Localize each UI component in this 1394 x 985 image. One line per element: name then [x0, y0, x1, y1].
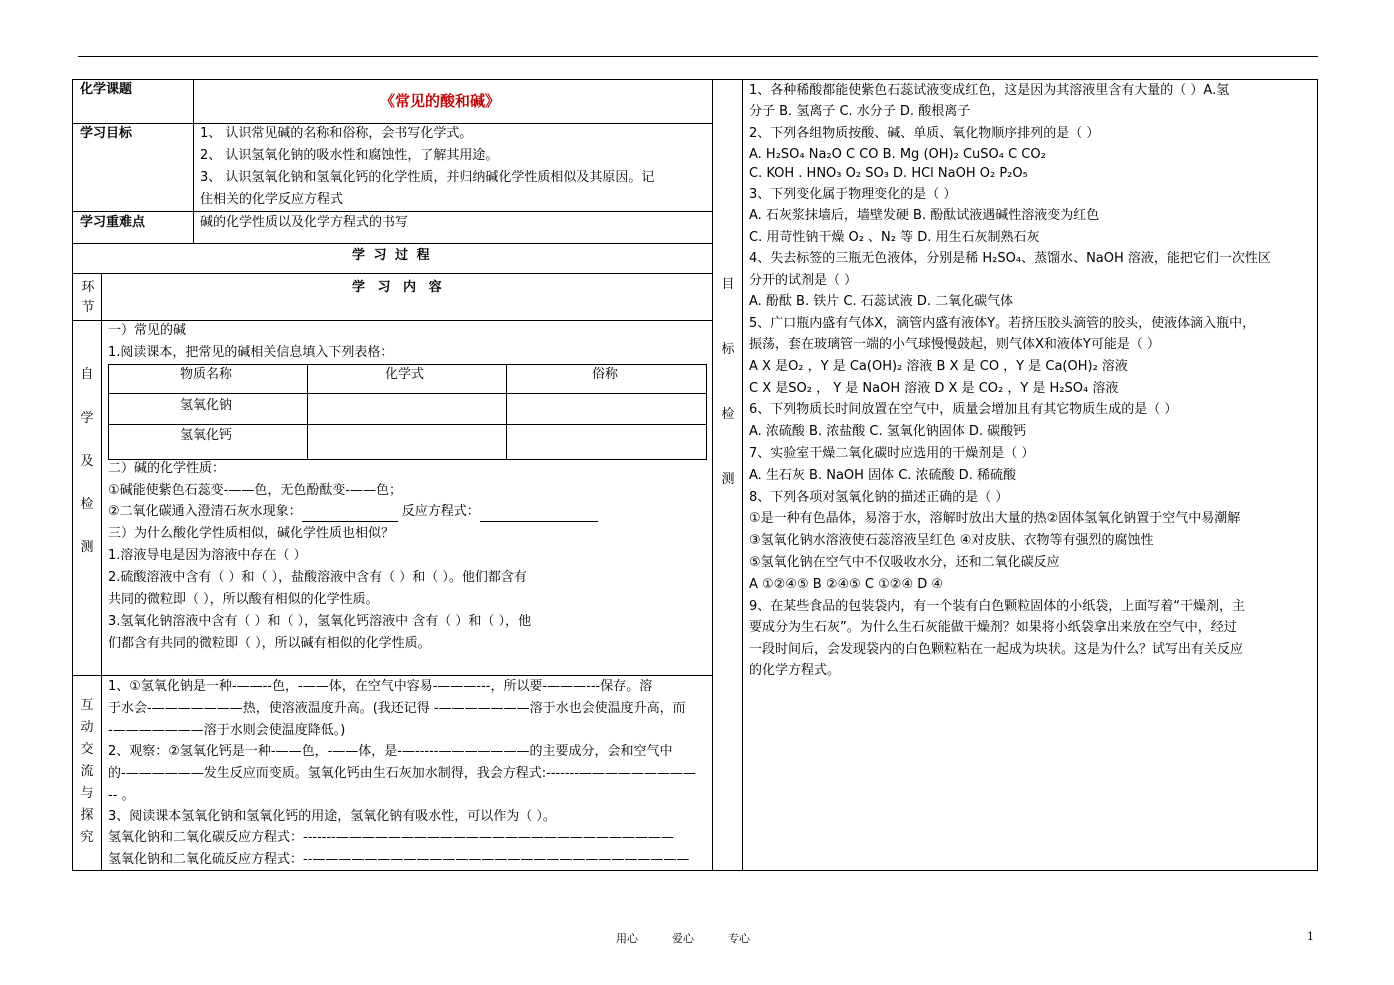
section2-label-char: 究	[80, 830, 94, 845]
section-heading: 一）常见的碱	[108, 323, 187, 338]
section1-label-char: 自	[80, 367, 94, 382]
question-line: 1、各种稀酸都能使紫色石蕊试液变成红色，这是因为其溶液里含有大量的（ ）A.氢	[749, 83, 1230, 98]
question-line: 9、在某些食品的包装袋内，有一个装有白色颗粒固体的小纸袋，上面写着“干燥剂，主	[749, 599, 1246, 614]
exploration-line: 于水会-———————热，使溶液温度升高。(我还记得 -———————溶于水也会使温度升高，而	[108, 701, 686, 716]
table-cell: 氢氧化钙	[180, 428, 233, 443]
question-line: 振荡，套在玻璃管一端的小气球慢慢鼓起，则气体X和液体Y可能是（ ）	[749, 337, 1160, 352]
row-divider	[72, 273, 713, 274]
question-line: C X 是SO₂ ， Y 是 NaOH 溶液 D X 是 CO₂ ，Y 是 H₂SO₄ 溶液	[749, 381, 1119, 396]
question-line: 7、实验室干燥二氧化碳时应选用的干燥剂是（ ）	[749, 446, 1035, 461]
question-line: 2、下列各组物质按酸、碱、单质、氧化物顺序排列的是（ ）	[749, 126, 1100, 141]
target-label-char: 测	[721, 472, 735, 487]
answer-blank[interactable]	[480, 503, 598, 522]
section1-label-char: 学	[80, 411, 94, 426]
table-cell: 氢氧化钠	[180, 398, 233, 413]
section2-label-char: 交	[80, 742, 94, 757]
goal-item: 住相关的化学反应方程式	[200, 192, 344, 207]
question-line: 共同的微粒即（ ），所以酸有相似的化学性质。	[108, 592, 379, 607]
row-divider	[72, 675, 713, 676]
question-line: A. 浓硫酸 B. 浓盐酸 C. 氢氧化钠固体 D. 碳酸钙	[749, 424, 1027, 439]
inner-col-divider	[307, 364, 308, 459]
left-right-divider	[712, 79, 713, 871]
question-line: 3、下列变化属于物理变化的是（ ）	[749, 187, 957, 202]
question-text: ②二氧化碳通入澄清石灰水现象：	[108, 504, 302, 519]
instruction: 1.阅读课本，把常见的碱相关信息填入下列表格：	[108, 345, 394, 360]
question-line: A X 是O₂ ，Y 是 Ca(OH)₂ 溶液 B X 是 CO ，Y 是 Ca(OH)₂ 溶液	[749, 359, 1128, 374]
table-header: 化学式	[385, 367, 425, 382]
question-line: 3.氢氧化钠溶液中含有（ ）和（ ），氢氧化钙溶液中 含有（ ）和（ ），他	[108, 614, 532, 629]
exploration-line: 氢氧化钠和二氧化碳反应方程式：-------——————————————————————————	[108, 830, 674, 845]
exploration-line: 3、阅读课本氢氧化钠和氢氧化钙的用途，氢氧化钠有吸水性，可以作为（ ）。	[108, 809, 556, 824]
answer-blank[interactable]	[302, 503, 398, 522]
page-number: 1	[1307, 930, 1314, 943]
goals-label: 学习目标	[80, 126, 133, 141]
inner-row-divider	[108, 393, 706, 394]
row-divider	[72, 211, 713, 212]
table-header: 俗称	[592, 367, 619, 382]
question-line: 5、广口瓶内盛有气体X，滴管内盛有液体Y。若挤压胶头滴管的胶头，使液体滴入瓶中，	[749, 316, 1256, 331]
section2-label-char: 与	[80, 786, 94, 801]
footer-word: 爱心	[672, 932, 694, 945]
footer-word: 专心	[728, 932, 750, 945]
question-line: 们都含有共同的微粒即（ ），所以碱有相似的化学性质。	[108, 636, 431, 651]
question-line: A. 生石灰 B. NaOH 固体 C. 浓硫酸 D. 稀硫酸	[749, 468, 1016, 483]
content-header: 学 习 内 容	[352, 280, 446, 295]
key-label: 学习重难点	[80, 215, 146, 230]
section1-label-char: 检	[80, 497, 94, 512]
question-line: 8、下列各项对氢氧化钠的描述正确的是（ ）	[749, 490, 1009, 505]
inner-row-divider	[108, 424, 706, 425]
question-line: 一段时间后，会发现袋内的白色颗粒粘在一起成为块状。这是为什么？试写出有关反应	[749, 642, 1244, 657]
table-header: 物质名称	[180, 367, 233, 382]
section2-label-char: 探	[80, 808, 94, 823]
question-line: A. 石灰浆抹墙后，墙壁发硬 B. 酚酞试液遇碱性溶液变为红色	[749, 208, 1100, 223]
exploration-line: -- 。	[108, 788, 135, 803]
exploration-line: 2、观察：②氢氧化钙是一种-——色，-——体，是-—-----———————的主要成分，会和空气中	[108, 744, 673, 759]
question-line: 2.硫酸溶液中含有（ ）和（ ），盐酸溶液中含有（ ）和（ ）。他们都含有	[108, 570, 527, 585]
inner-col-divider	[506, 364, 507, 459]
target-col-divider	[742, 79, 743, 871]
question-line: 4、失去标签的三瓶无色液体，分别是稀 H₂SO₄、蒸馏水、NaOH 溶液，能把它们一次性区	[749, 251, 1271, 266]
question-line: ③氢氧化钠水溶液使石蕊溶液呈红色 ④对皮肤、衣物等有强烈的腐蚀性	[749, 533, 1154, 548]
label-col-divider	[193, 79, 194, 244]
question-text: 反应方程式：	[401, 504, 480, 519]
row-divider	[72, 243, 713, 244]
exploration-line: -———————溶于水则会使温度降低。)	[108, 723, 346, 738]
target-label-char: 标	[721, 342, 735, 357]
footer-word: 用心	[616, 932, 638, 945]
page-title: 《常见的酸和碱》	[380, 92, 501, 110]
question-line: 分子 B. 氢离子 C. 水分子 D. 酸根离子	[749, 104, 971, 119]
question-line: A. H₂SO₄ Na₂O C CO B. Mg (OH)₂ CuSO₄ C CO₂	[749, 147, 1046, 162]
table-top-border	[72, 79, 1318, 80]
section-heading: 二）碱的化学性质：	[108, 461, 226, 476]
goal-item: 3、 认识氢氧化钠和氢氧化钙的化学性质，并归纳碱化学性质相似及其原因。记	[200, 170, 655, 185]
question-line: A ①②④⑤ B ②④⑤ C ①②④ D ④	[749, 577, 944, 592]
section1-label-char: 测	[80, 540, 94, 555]
section2-label-char: 动	[80, 720, 94, 735]
section2-label-char: 流	[80, 764, 94, 779]
table-right-border	[1317, 79, 1318, 871]
question-line: ①碱能使紫色石蕊变-——色，无色酚酞变-——色；	[108, 483, 403, 498]
goal-item: 1、 认识常见碱的名称和俗称，会书写化学式。	[200, 126, 473, 141]
question-line: A. 酚酞 B. 铁片 C. 石蕊试液 D. 二氧化碳气体	[749, 294, 1014, 309]
table-bottom-border	[72, 870, 1318, 871]
question-line	[108, 503, 598, 522]
question-line: 的化学方程式。	[749, 663, 841, 678]
question-line: ⑤氢氧化钠在空气中不仅吸收水分，还和二氧化碳反应	[749, 555, 1060, 570]
segment-col-divider	[101, 273, 102, 871]
header-rule	[78, 56, 1318, 57]
section-heading: 三）为什么酸化学性质相似，碱化学性质也相似？	[108, 526, 395, 541]
section1-label-char: 及	[80, 454, 94, 469]
question-line: 分开的试剂是（ ）	[749, 273, 858, 288]
segment-header: 环 节	[81, 280, 95, 315]
row-divider	[72, 320, 713, 321]
topic-label: 化学课题	[80, 82, 133, 97]
question-line: 6、下列物质长时间放置在空气中，质量会增加且有其它物质生成的是（ ）	[749, 402, 1178, 417]
goal-item: 2、 认识氢氧化钠的吸水性和腐蚀性，了解其用途。	[200, 148, 499, 163]
section2-label-char: 互	[80, 698, 94, 713]
exploration-line: 1、①氢氧化钠是一种-——--色，-——体，在空气中容易-———---，所以要-———---保存。溶	[108, 679, 653, 694]
question-line: ①是一种有色晶体，易溶于水，溶解时放出大量的热②固体氢氧化钠置于空气中易潮解	[749, 511, 1241, 526]
question-line: 1.溶液导电是因为溶液中存在（ ）	[108, 548, 307, 563]
target-label-char: 目	[721, 277, 735, 292]
question-line: C. KOH . HNO₃ O₂ SO₃ D. HCl NaOH O₂ P₂O₅	[749, 166, 1028, 181]
key-text: 碱的化学性质以及化学方程式的书写	[200, 215, 409, 230]
process-header: 学 习 过 程	[352, 248, 432, 263]
target-label-char: 检	[721, 407, 735, 422]
row-divider	[72, 123, 713, 124]
exploration-line: 的-——————发生反应而变质。氢氧化钙由生石灰加水制得，我会方程式:-------—————————	[108, 766, 696, 781]
question-line: 要成分为生石灰”。为什么生石灰能做干燥剂？如果将小纸袋拿出来放在空气中，经过	[749, 620, 1237, 635]
exploration-line: 氢氧化钠和二氧化硫反应方程式：--—————————————————————————————	[108, 852, 690, 867]
question-line: C. 用苛性钠干燥 O₂ 、N₂ 等 D. 用生石灰制熟石灰	[749, 230, 1040, 245]
